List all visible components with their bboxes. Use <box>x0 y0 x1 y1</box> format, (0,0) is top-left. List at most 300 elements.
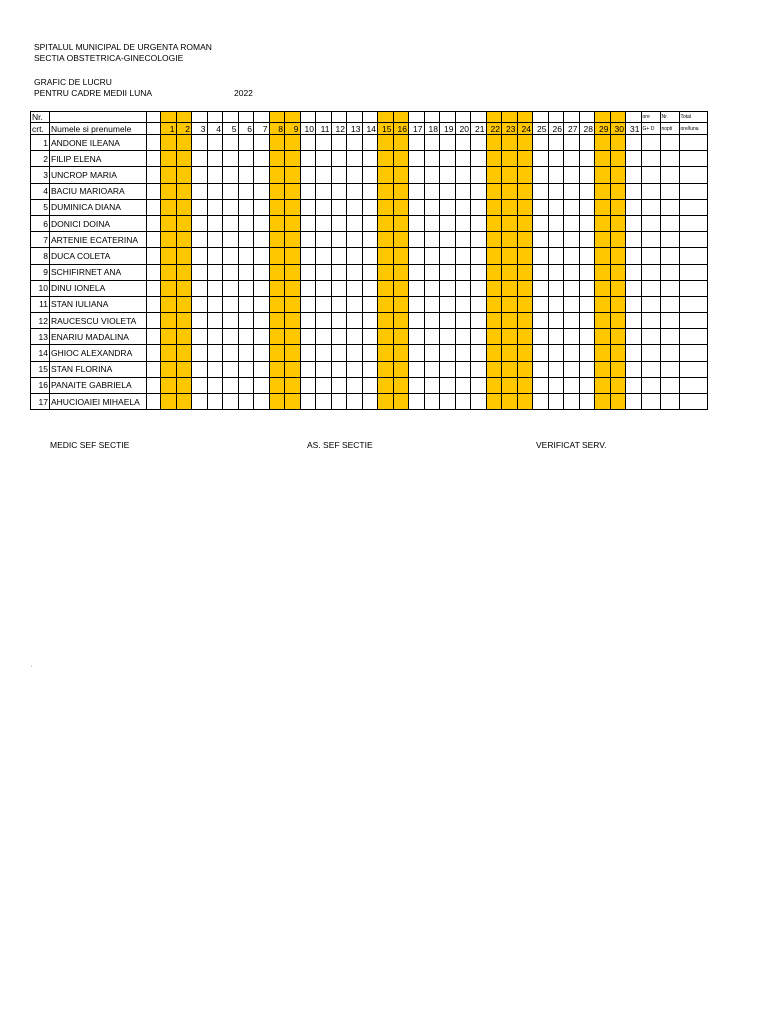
schedule-cell <box>269 232 285 248</box>
schedule-cell <box>502 183 518 199</box>
blank-cell <box>147 215 161 231</box>
schedule-cell <box>564 394 580 410</box>
total-cell <box>641 167 660 183</box>
schedule-cell <box>161 313 177 329</box>
total-cell <box>641 183 660 199</box>
schedule-cell <box>564 151 580 167</box>
schedule-cell <box>409 135 425 151</box>
schedule-cell <box>486 313 502 329</box>
schedule-cell <box>502 313 518 329</box>
schedule-cell <box>176 248 192 264</box>
total-cell <box>679 264 707 280</box>
schedule-cell <box>285 248 301 264</box>
schedule-cell <box>424 345 440 361</box>
schedule-cell <box>517 135 533 151</box>
schedule-cell <box>347 313 363 329</box>
schedule-cell <box>564 232 580 248</box>
schedule-cell <box>471 377 487 393</box>
schedule-cell <box>393 232 409 248</box>
schedule-cell <box>517 280 533 296</box>
schedule-cell <box>424 377 440 393</box>
table-row <box>31 167 708 183</box>
schedule-cell <box>161 151 177 167</box>
row-number: 7 <box>31 232 50 248</box>
table-row <box>31 296 708 312</box>
total-cell <box>679 232 707 248</box>
blank-cell <box>147 313 161 329</box>
schedule-cell <box>440 264 456 280</box>
schedule-cell <box>285 232 301 248</box>
document-subtitle: PENTRU CADRE MEDII LUNA <box>34 88 153 98</box>
schedule-cell <box>502 232 518 248</box>
schedule-cell <box>223 167 239 183</box>
schedule-cell <box>176 232 192 248</box>
schedule-cell <box>192 199 208 215</box>
table-row <box>31 232 708 248</box>
schedule-cell <box>409 183 425 199</box>
schedule-cell <box>223 215 239 231</box>
schedule-cell <box>502 215 518 231</box>
schedule-cell <box>440 215 456 231</box>
schedule-cell <box>471 232 487 248</box>
schedule-cell <box>409 394 425 410</box>
day-header-top-cell <box>331 112 347 123</box>
schedule-cell <box>331 199 347 215</box>
total-cell <box>641 232 660 248</box>
total-cell <box>660 135 679 151</box>
schedule-cell <box>331 361 347 377</box>
schedule-cell <box>207 329 223 345</box>
table-row <box>31 151 708 167</box>
day-number-29: 29 <box>595 123 611 135</box>
schedule-cell <box>269 329 285 345</box>
schedule-cell <box>285 199 301 215</box>
schedule-cell <box>269 199 285 215</box>
schedule-cell <box>440 248 456 264</box>
schedule-cell <box>455 167 471 183</box>
schedule-cell <box>548 232 564 248</box>
schedule-cell <box>362 135 378 151</box>
table-row <box>31 313 708 329</box>
schedule-cell <box>362 151 378 167</box>
schedule-cell <box>300 135 316 151</box>
schedule-cell <box>455 394 471 410</box>
schedule-cell <box>393 215 409 231</box>
schedule-cell <box>316 377 332 393</box>
signature-verificat: VERIFICAT SERV. <box>536 440 607 450</box>
schedule-cell <box>331 248 347 264</box>
schedule-cell <box>409 313 425 329</box>
day-header-top-cell <box>393 112 409 123</box>
schedule-cell <box>347 280 363 296</box>
schedule-cell <box>347 329 363 345</box>
blank-cell <box>147 167 161 183</box>
day-number-14: 14 <box>362 123 378 135</box>
schedule-cell <box>502 151 518 167</box>
day-number-18: 18 <box>424 123 440 135</box>
schedule-cell <box>331 183 347 199</box>
schedule-cell <box>564 313 580 329</box>
schedule-cell <box>207 280 223 296</box>
schedule-cell <box>254 377 270 393</box>
schedule-cell <box>440 135 456 151</box>
schedule-cell <box>316 167 332 183</box>
schedule-cell <box>610 345 626 361</box>
row-number: 16 <box>31 377 50 393</box>
schedule-cell <box>409 329 425 345</box>
schedule-cell <box>362 313 378 329</box>
schedule-cell <box>564 345 580 361</box>
table-row <box>31 377 708 393</box>
day-header-top-cell <box>486 112 502 123</box>
table-row <box>31 280 708 296</box>
schedule-cell <box>595 313 611 329</box>
schedule-cell <box>486 345 502 361</box>
schedule-cell <box>533 361 549 377</box>
total-cell <box>660 345 679 361</box>
schedule-cell <box>502 135 518 151</box>
schedule-cell <box>331 313 347 329</box>
total-cell <box>641 329 660 345</box>
schedule-cell <box>300 345 316 361</box>
schedule-cell <box>161 296 177 312</box>
schedule-cell <box>455 232 471 248</box>
day-number-5: 5 <box>223 123 239 135</box>
employee-name: ANDONE ILEANA <box>50 135 147 151</box>
schedule-cell <box>471 135 487 151</box>
schedule-cell <box>595 280 611 296</box>
schedule-cell <box>378 345 394 361</box>
day-header-top-cell <box>409 112 425 123</box>
schedule-cell <box>424 183 440 199</box>
total-cell <box>660 280 679 296</box>
employee-name: BACIU MARIOARA <box>50 183 147 199</box>
schedule-cell <box>595 361 611 377</box>
day-number-4: 4 <box>207 123 223 135</box>
schedule-cell <box>176 183 192 199</box>
schedule-cell <box>502 167 518 183</box>
schedule-cell <box>331 215 347 231</box>
schedule-cell <box>207 151 223 167</box>
schedule-cell <box>626 232 642 248</box>
schedule-cell <box>285 361 301 377</box>
schedule-cell <box>254 361 270 377</box>
schedule-cell <box>378 280 394 296</box>
schedule-cell <box>285 135 301 151</box>
schedule-cell <box>362 280 378 296</box>
schedule-cell <box>579 215 595 231</box>
schedule-cell <box>517 151 533 167</box>
schedule-cell <box>517 296 533 312</box>
blank-cell <box>147 394 161 410</box>
day-number-26: 26 <box>548 123 564 135</box>
schedule-cell <box>424 199 440 215</box>
schedule-cell <box>440 329 456 345</box>
schedule-cell <box>238 313 254 329</box>
schedule-cell <box>455 280 471 296</box>
schedule-cell <box>564 199 580 215</box>
schedule-cell <box>192 329 208 345</box>
schedule-cell <box>409 361 425 377</box>
schedule-cell <box>269 313 285 329</box>
schedule-cell <box>548 183 564 199</box>
schedule-cell <box>533 135 549 151</box>
schedule-cell <box>626 377 642 393</box>
schedule-cell <box>347 199 363 215</box>
day-number-7: 7 <box>254 123 270 135</box>
schedule-cell <box>238 394 254 410</box>
total-cell <box>641 313 660 329</box>
col-name-header: Numele si prenumele <box>50 123 147 135</box>
extra-header-top: Total <box>679 112 707 123</box>
day-number-21: 21 <box>471 123 487 135</box>
schedule-cell <box>486 296 502 312</box>
schedule-cell <box>347 296 363 312</box>
document-title: GRAFIC DE LUCRU <box>34 77 112 87</box>
total-cell <box>641 345 660 361</box>
total-cell <box>660 313 679 329</box>
schedule-cell <box>207 264 223 280</box>
schedule-cell <box>269 264 285 280</box>
schedule-cell <box>533 167 549 183</box>
schedule-cell <box>579 394 595 410</box>
schedule-cell <box>579 183 595 199</box>
table-row <box>31 248 708 264</box>
schedule-cell <box>424 215 440 231</box>
schedule-cell <box>362 232 378 248</box>
schedule-cell <box>471 280 487 296</box>
schedule-cell <box>517 167 533 183</box>
schedule-cell <box>269 361 285 377</box>
schedule-cell <box>610 232 626 248</box>
schedule-cell <box>269 377 285 393</box>
schedule-cell <box>161 377 177 393</box>
schedule-cell <box>626 183 642 199</box>
schedule-cell <box>269 135 285 151</box>
schedule-cell <box>161 215 177 231</box>
schedule-cell <box>176 345 192 361</box>
schedule-cell <box>393 394 409 410</box>
day-number-30: 30 <box>610 123 626 135</box>
total-cell <box>660 377 679 393</box>
schedule-cell <box>595 215 611 231</box>
schedule-cell <box>316 199 332 215</box>
schedule-cell <box>409 248 425 264</box>
schedule-cell <box>378 151 394 167</box>
schedule-cell <box>207 199 223 215</box>
total-cell <box>660 232 679 248</box>
schedule-cell <box>595 394 611 410</box>
extra-header-bottom: nopti <box>660 123 679 135</box>
schedule-cell <box>455 248 471 264</box>
employee-name: ENARIU MADALINA <box>50 329 147 345</box>
schedule-cell <box>161 264 177 280</box>
schedule-cell <box>285 183 301 199</box>
schedule-cell <box>238 199 254 215</box>
total-cell <box>679 296 707 312</box>
schedule-cell <box>362 183 378 199</box>
schedule-cell <box>517 199 533 215</box>
employee-name: SCHIFIRNET ANA <box>50 264 147 280</box>
schedule-cell <box>238 361 254 377</box>
schedule-cell <box>548 248 564 264</box>
schedule-cell <box>533 264 549 280</box>
schedule-cell <box>595 248 611 264</box>
schedule-cell <box>533 232 549 248</box>
total-cell <box>660 248 679 264</box>
schedule-cell <box>362 329 378 345</box>
day-number-19: 19 <box>440 123 456 135</box>
schedule-cell <box>161 183 177 199</box>
schedule-cell <box>471 394 487 410</box>
schedule-cell <box>161 232 177 248</box>
day-number-28: 28 <box>579 123 595 135</box>
schedule-cell <box>517 313 533 329</box>
schedule-cell <box>316 394 332 410</box>
schedule-cell <box>300 232 316 248</box>
schedule-cell <box>409 377 425 393</box>
schedule-cell <box>331 151 347 167</box>
schedule-cell <box>347 264 363 280</box>
extra-header-top: ore <box>641 112 660 123</box>
schedule-cell <box>192 394 208 410</box>
schedule-cell <box>300 361 316 377</box>
schedule-cell <box>626 329 642 345</box>
schedule-cell <box>207 135 223 151</box>
schedule-cell <box>440 183 456 199</box>
schedule-cell <box>579 199 595 215</box>
schedule-cell <box>300 264 316 280</box>
schedule-cell <box>517 394 533 410</box>
schedule-cell <box>223 296 239 312</box>
employee-name: DINU IONELA <box>50 280 147 296</box>
schedule-cell <box>207 167 223 183</box>
schedule-cell <box>254 345 270 361</box>
total-cell <box>660 151 679 167</box>
schedule-cell <box>176 167 192 183</box>
schedule-cell <box>161 280 177 296</box>
total-cell <box>679 345 707 361</box>
schedule-cell <box>486 280 502 296</box>
total-cell <box>641 199 660 215</box>
day-number-6: 6 <box>238 123 254 135</box>
schedule-cell <box>254 183 270 199</box>
schedule-cell <box>579 361 595 377</box>
employee-name: STAN FLORINA <box>50 361 147 377</box>
schedule-cell <box>254 199 270 215</box>
schedule-cell <box>176 151 192 167</box>
schedule-cell <box>176 215 192 231</box>
day-header-top-cell <box>471 112 487 123</box>
schedule-cell <box>564 248 580 264</box>
row-number: 2 <box>31 151 50 167</box>
day-number-22: 22 <box>486 123 502 135</box>
schedule-cell <box>238 329 254 345</box>
schedule-cell <box>610 377 626 393</box>
schedule-cell <box>486 151 502 167</box>
schedule-cell <box>471 313 487 329</box>
schedule-cell <box>455 183 471 199</box>
schedule-cell <box>393 151 409 167</box>
schedule-cell <box>223 151 239 167</box>
schedule-cell <box>471 248 487 264</box>
schedule-cell <box>316 151 332 167</box>
schedule-cell <box>595 329 611 345</box>
schedule-cell <box>161 345 177 361</box>
blank-cell <box>147 264 161 280</box>
schedule-cell <box>378 248 394 264</box>
blank-cell <box>147 135 161 151</box>
schedule-cell <box>548 280 564 296</box>
schedule-cell <box>564 377 580 393</box>
blank-cell <box>147 248 161 264</box>
schedule-cell <box>347 248 363 264</box>
day-number-20: 20 <box>455 123 471 135</box>
schedule-cell <box>533 313 549 329</box>
schedule-cell <box>347 151 363 167</box>
blank-cell <box>147 183 161 199</box>
employee-name: AHUCIOAIEI MIHAELA <box>50 394 147 410</box>
schedule-cell <box>548 313 564 329</box>
col-nr-header-top: Nr. <box>31 112 50 123</box>
schedule-cell <box>595 377 611 393</box>
schedule-cell <box>285 215 301 231</box>
schedule-cell <box>192 167 208 183</box>
schedule-cell <box>223 377 239 393</box>
table-row <box>31 361 708 377</box>
schedule-cell <box>595 183 611 199</box>
total-cell <box>660 167 679 183</box>
schedule-cell <box>502 248 518 264</box>
extra-header-bottom: ore/luna <box>679 123 707 135</box>
schedule-cell <box>393 313 409 329</box>
schedule-cell <box>579 345 595 361</box>
employee-name: DUMINICA DIANA <box>50 199 147 215</box>
schedule-cell <box>579 167 595 183</box>
schedule-cell <box>316 280 332 296</box>
total-cell <box>641 248 660 264</box>
total-cell <box>679 377 707 393</box>
day-header-top-cell <box>161 112 177 123</box>
schedule-cell <box>548 151 564 167</box>
schedule-cell <box>378 135 394 151</box>
schedule-cell <box>316 264 332 280</box>
schedule-cell <box>192 345 208 361</box>
schedule-cell <box>192 183 208 199</box>
total-cell <box>641 377 660 393</box>
schedule-cell <box>533 151 549 167</box>
schedule-cell <box>207 377 223 393</box>
blank-cell <box>147 329 161 345</box>
schedule-cell <box>254 394 270 410</box>
schedule-cell <box>564 264 580 280</box>
day-number-27: 27 <box>564 123 580 135</box>
schedule-cell <box>176 377 192 393</box>
schedule-cell <box>595 345 611 361</box>
schedule-cell <box>362 296 378 312</box>
schedule-cell <box>595 151 611 167</box>
total-cell <box>679 151 707 167</box>
schedule-cell <box>285 394 301 410</box>
day-header-top-cell <box>517 112 533 123</box>
stray-mark: ' <box>31 666 33 672</box>
schedule-cell <box>440 199 456 215</box>
schedule-cell <box>486 183 502 199</box>
schedule-cell <box>440 361 456 377</box>
schedule-cell <box>223 248 239 264</box>
schedule-cell <box>300 167 316 183</box>
schedule-cell <box>176 361 192 377</box>
